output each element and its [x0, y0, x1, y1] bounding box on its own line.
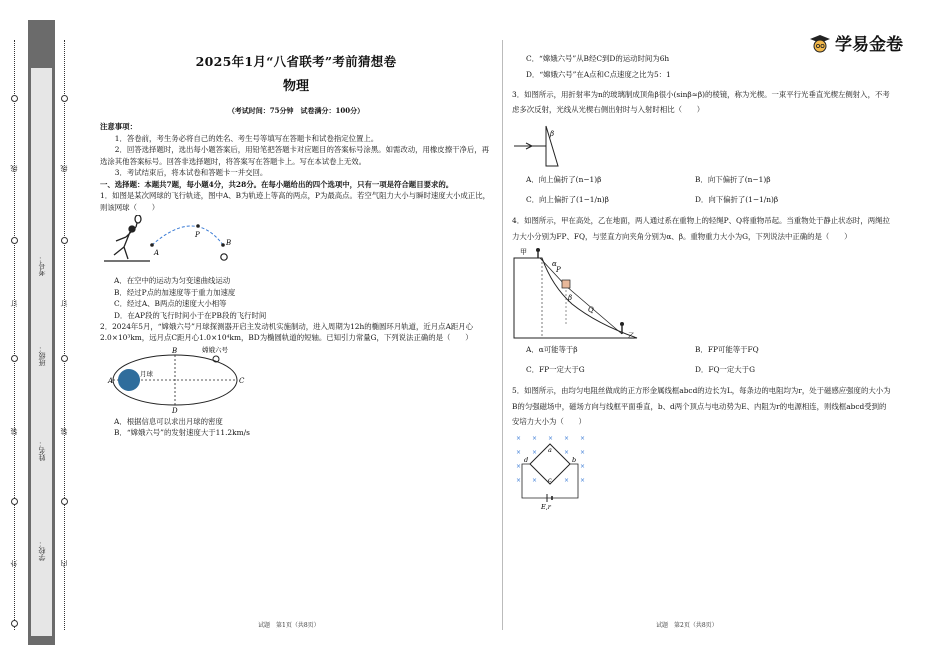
svg-text:×: × [548, 434, 554, 442]
q2-label-b: B [172, 346, 178, 355]
q5-frame-figure [512, 432, 592, 510]
exam-subject: 物理 [282, 79, 309, 95]
binding-hole [61, 237, 68, 244]
q2-option-b: B．“嫦娥六号”的发射速度大于11.2km/s [114, 428, 250, 438]
binding-word: 线 [60, 165, 68, 172]
q4-option-d: D．FQ一定大于G [695, 364, 755, 374]
exam-title: 2025年1月“八省联考”考前猜想卷 [195, 54, 397, 69]
q4-options-row2 [512, 364, 892, 375]
svg-text:×: × [580, 434, 586, 442]
q1-stem: 1．如图是某次网球的飞行轨迹，图中A、B为轨迹上等高的两点，P为最高点。若空气阻力大小与瞬时速度大小成正比，则该网球（ ） [100, 191, 490, 212]
q1-label-a: A [154, 249, 160, 258]
q5-label-b: b [572, 455, 577, 464]
q1-option-b: B．经过P点的加速度等于重力加速度 [114, 287, 236, 297]
q4-label-jia: 甲 [520, 248, 527, 257]
svg-text:×: × [532, 434, 538, 442]
q2-option-c: C．“嫦娥六号”从B经C到D的运动时间为6h [526, 54, 670, 63]
binding-hole [11, 95, 18, 102]
q4-label-beta: β [568, 294, 573, 303]
binding-hole [61, 355, 68, 362]
footer-left: 试题 第1页（共8页） [258, 622, 320, 629]
q5-label-source: E,r [541, 502, 551, 510]
q2-label-moon: 月球 [140, 369, 153, 378]
inner-binding-line [64, 40, 65, 630]
binding-hole [11, 237, 18, 244]
svg-text:×: × [532, 476, 538, 484]
q4-option-b: B．FP可能等于FQ [695, 345, 759, 355]
q3-option-c: C．向上偏折了(1−1/n)β [526, 194, 609, 204]
binding-word: 线 [10, 165, 18, 172]
q4-label-alpha: α [552, 260, 557, 269]
left-column [100, 52, 492, 439]
q3-option-d: D．向下偏折了(1−1/n)β [695, 194, 779, 204]
q4-cliff-figure [512, 246, 642, 342]
q2-label-a: A [108, 376, 114, 385]
q5-label-a: a [548, 445, 552, 454]
binding-word: 装 [10, 428, 18, 435]
q2-label-d: D [172, 406, 178, 414]
section-heading: 一、选择题：本题共7题，每小题4分，共28分。在每小题给出的四个选项中，只有一项是符合题目要求的。 [100, 179, 454, 189]
svg-text:×: × [580, 476, 586, 484]
q4-option-a: A．α可能等于β [526, 345, 578, 355]
q5-stem: 5．如图所示，由均匀电阻丝做成的正方形金属线框abcd的边长为L，每条边的电阻均为r，处于磁感应强度的大小为B的匀强磁场中，磁场方向与线框平面垂直，b、d两个顶点与电动势为E、内阻为r的电源相连，则线框abcd受到的安培力大小为（ ） [512, 386, 891, 427]
q1-label-b: B [226, 239, 232, 248]
q2-label-c: C [239, 376, 245, 385]
graduation-cap-icon [808, 33, 832, 53]
note-item: 2．回答选择题时，选出每小题答案后，用铅笔把答题卡对应题目的答案标号涂黑。如需改动，用橡皮擦干净后，再选涂其他答案标号。回答非选择题时，将答案写在答题卡上。写在本试卷上无效。 [100, 145, 490, 166]
svg-text:×: × [580, 462, 586, 470]
right-column [512, 53, 892, 512]
footer-right: 试题 第2页（共8页） [656, 622, 718, 629]
q4-label-q: Q [588, 306, 594, 315]
binding-word: 装 [60, 428, 68, 435]
binding-word: 订 [60, 300, 68, 307]
class-label: 班级： [38, 345, 46, 366]
q4-option-c: C．FP一定大于G [526, 364, 585, 374]
q1-option-d: D．在AP段的飞行时间小于在PB段的飞行时间 [114, 310, 267, 320]
q3-label-beta: β [550, 130, 555, 139]
svg-text:×: × [580, 448, 586, 456]
svg-text:×: × [532, 448, 538, 456]
brand-logo-text: 学易金卷 [835, 35, 903, 55]
svg-text:×: × [516, 476, 522, 484]
q3-stem: 3．如图所示，用折射率为n的玻璃制成顶角β很小(sinβ≈β)的棱镜，称为光楔。一束平行光垂直光楔左侧射入，不考虑多次反射，光线从光楔右侧出射时与入射时相比（ ） [512, 89, 890, 115]
q5-label-d: d [524, 455, 529, 464]
q3-option-a: A．向上偏折了(n−1)β [526, 175, 602, 185]
binding-word: 订 [10, 300, 18, 307]
binding-hole [11, 498, 18, 505]
binding-word: 内 [60, 560, 68, 567]
binding-margin [0, 0, 80, 672]
brand-logo [808, 30, 903, 55]
q1-option-a: A．在空中的运动为匀变速曲线运动 [114, 276, 231, 286]
q4-label-yi: 乙 [628, 332, 635, 341]
svg-text:×: × [516, 462, 522, 470]
name-label: 姓名： [38, 440, 46, 461]
note-item: 1．答卷前，考生务必将自己的姓名、考生号等填写在答题卡和试卷指定位置上。 [114, 133, 379, 143]
svg-text:×: × [564, 476, 570, 484]
q2-label-probe: 嫦娥六号 [202, 345, 228, 354]
q1-tennis-figure [100, 215, 250, 273]
outer-binding-line [14, 40, 15, 630]
svg-text:×: × [564, 448, 570, 456]
q2-orbit-figure [100, 346, 250, 414]
q1-option-c: C．经过A、B两点的速度大小相等 [114, 299, 227, 309]
q4-options-row1 [512, 344, 892, 355]
q3-options-row1 [512, 174, 892, 185]
q2-option-d: D．“嫦娥六号”在A点和C点速度之比为5：1 [526, 70, 671, 80]
q2-option-a: A．根据信息可以求出月球的密度 [114, 416, 223, 426]
exam-no-label: 考号： [38, 255, 46, 276]
column-divider [502, 40, 503, 630]
svg-text:×: × [516, 448, 522, 456]
q4-stem: 4．如图所示，甲在高处，乙在地面，两人通过系在重物上的轻绳P、Q将重物吊起。当重物处于静止状态时，两绳拉力大小分别为FP、FQ，与竖直方向夹角分别为α、β。重物重力大小为G，下列说法中正确的是（ ） [512, 215, 890, 241]
q3-prism-figure [512, 122, 592, 170]
svg-text:×: × [564, 434, 570, 442]
notes-heading: 注意事项： [100, 122, 137, 132]
binding-hole [61, 95, 68, 102]
school-label: 学校： [38, 540, 46, 561]
svg-text:×: × [516, 434, 522, 442]
q4-label-p: P [556, 266, 561, 275]
q2-stem: 2．2024年5月，“嫦娥六号”月球探测器开启主发动机实施制动，进入周期为12h的椭圆环月轨道，近月点A距月心2.0×10³km，远月点C距月心1.0×10⁴km，BD为椭圆轨道的短轴。已知引力常量G，下列说法正确的是（ ） [100, 321, 474, 343]
q5-label-c: c [548, 475, 552, 484]
exam-meta: （考试时间：75分钟 试卷满分：100分） [227, 105, 365, 115]
q3-option-b: B．向下偏折了(n−1)β [695, 175, 771, 185]
binding-word: 外 [10, 560, 18, 567]
q1-label-p: P [195, 231, 200, 240]
note-item: 3．考试结束后，将本试卷和答题卡一并交回。 [114, 168, 268, 178]
binding-hole [11, 355, 18, 362]
binding-hole [11, 620, 18, 627]
q3-options-row2 [512, 194, 892, 205]
binding-hole [61, 498, 68, 505]
